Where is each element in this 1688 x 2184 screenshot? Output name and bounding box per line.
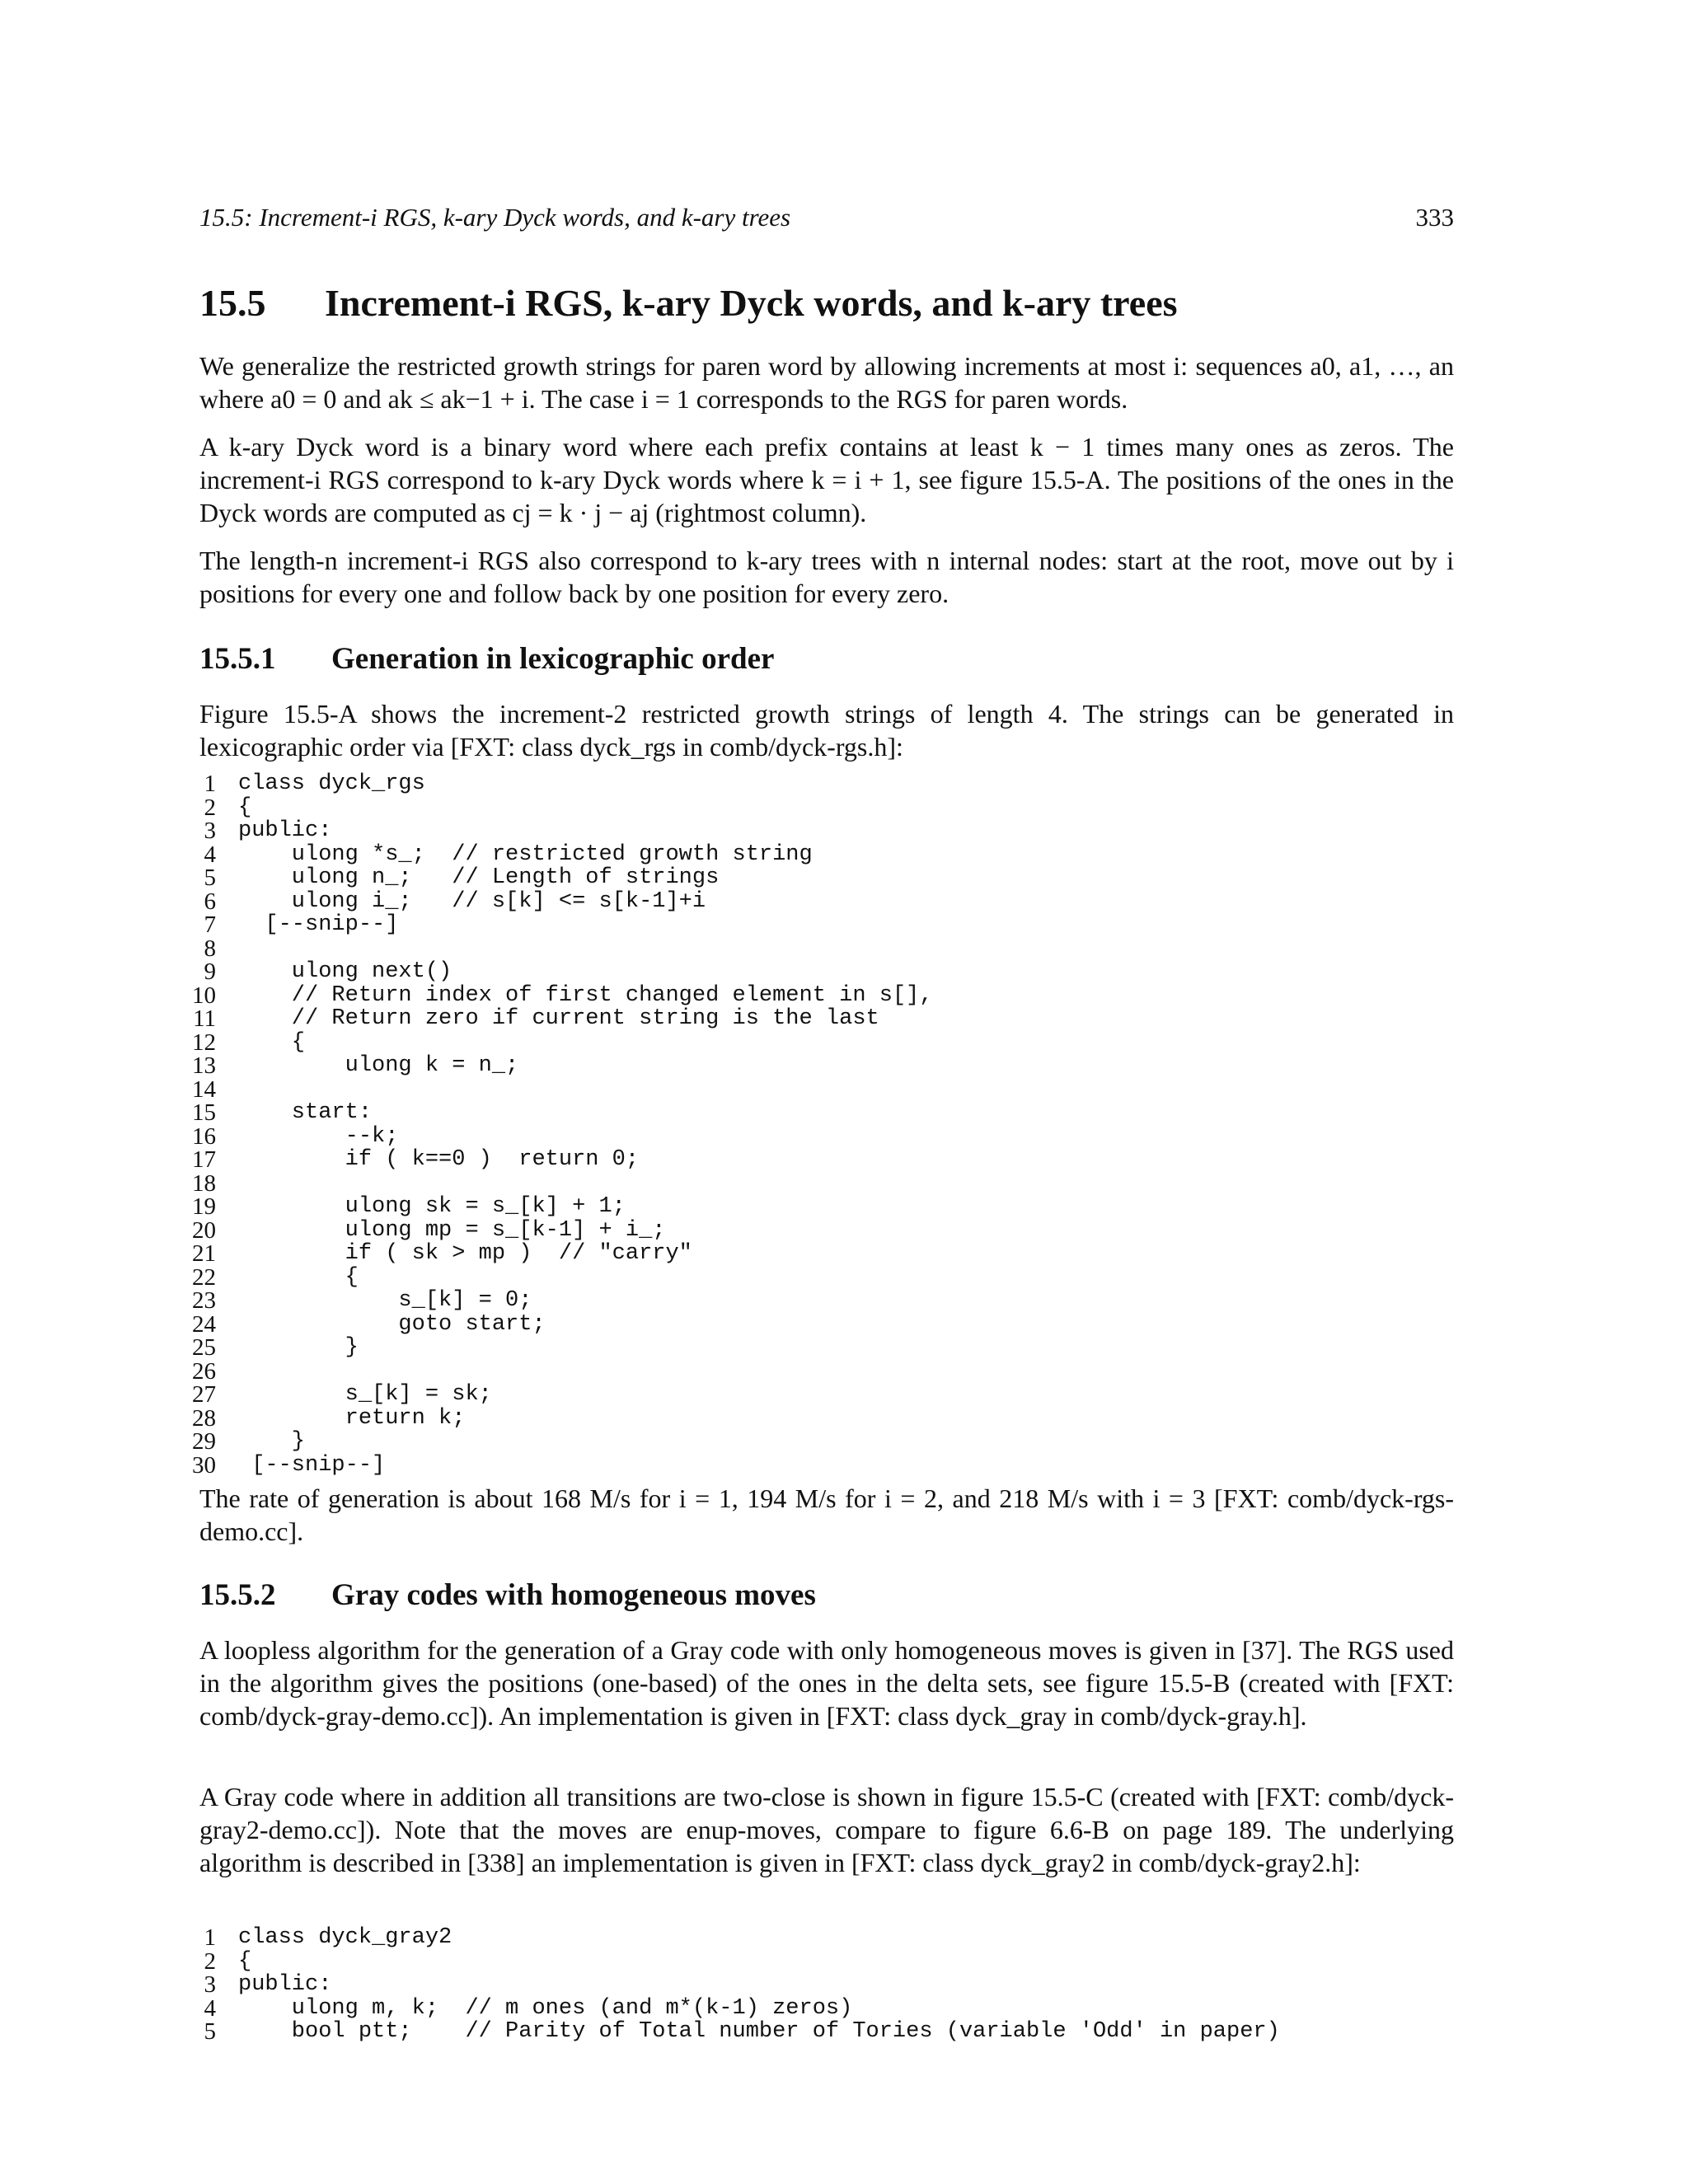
code-text: // Return index of first changed element in s[],: [238, 982, 933, 1008]
section-heading: [199, 281, 1178, 325]
paragraph-rate: The rate of generation is about 168 M/s for i = 1, 194 M/s for i = 2, and 218 M/s with i = 3 [FXT: comb/dyck-rgs-demo.cc].: [199, 1483, 1454, 1546]
code-text: s_[k] = sk;: [238, 1382, 492, 1407]
code-text: {: [238, 1029, 306, 1055]
line-number: 7: [204, 912, 216, 938]
code-text: goto start;: [238, 1311, 546, 1337]
code-text: {: [238, 1264, 359, 1290]
code-text: return k;: [238, 1405, 466, 1431]
subsection-heading-2: [199, 1577, 816, 1613]
code-text: if ( k==0 ) return 0;: [238, 1147, 640, 1172]
line-number: 4: [204, 1994, 216, 2022]
code-text: [--snip--]: [238, 1452, 386, 1478]
paragraph-lex-intro: Figure 15.5-A shows the increment-2 restricted growth strings of length 4. The strings can be generated in lexicographic order via [FXT: class dyck_rgs in comb/dyck-rgs.h]:: [199, 699, 1454, 762]
line-number: 21: [192, 1240, 216, 1267]
code-text: public:: [238, 1972, 332, 1997]
code-text: ulong sk = s_[k] + 1;: [238, 1194, 626, 1219]
line-number: 10: [192, 982, 216, 1009]
code-text: bool ptt; // Parity of Total number of Tories (variable 'Odd' in paper): [238, 2019, 1280, 2044]
code-text: // Return zero if current string is the last: [238, 1006, 879, 1031]
line-number: 13: [192, 1052, 216, 1079]
code-text: {: [238, 794, 252, 820]
line-number: 28: [192, 1404, 216, 1432]
subsection-title-1: Generation in lexicographic order: [331, 642, 775, 676]
line-number: 9: [204, 958, 216, 985]
code-text: ulong *s_; // restricted growth string: [238, 841, 813, 867]
code-text: ulong k = n_;: [238, 1053, 519, 1078]
line-number: 18: [192, 1169, 216, 1197]
line-number: 2: [204, 794, 216, 821]
line-number: 30: [192, 1451, 216, 1479]
section-number: 15.5: [199, 282, 266, 324]
code-text: --k;: [238, 1123, 399, 1149]
paragraph-dyck-word: A k-ary Dyck word is a binary word where each prefix contains at least k − 1 times many ones as zeros. The increment-i RGS correspond to k-ary Dyck words where k = i + 1, see figure 15.5-A. The positions of the ones in the Dyck words are computed as cj = k · j − aj (rightmost column).: [199, 432, 1454, 527]
line-number: 22: [192, 1263, 216, 1291]
line-number: 3: [204, 818, 216, 844]
code-text: start:: [238, 1100, 373, 1125]
line-number: 27: [192, 1381, 216, 1408]
line-number: 2: [204, 1947, 216, 1975]
code-text: ulong m, k; // m ones (and m*(k-1) zeros): [238, 1995, 853, 2021]
paragraph-kary-trees: The length-n increment-i RGS also correspond to k-ary trees with n internal nodes: start at the root, move out by i positions for every one and follow back by one position for every zero.: [199, 546, 1454, 608]
code-text: }: [238, 1429, 306, 1454]
subsection-heading-1: [199, 641, 774, 677]
code-text: s_[k] = 0;: [238, 1288, 532, 1313]
code-text: ulong i_; // s[k] <= s[k-1]+i: [238, 888, 706, 914]
running-head: [199, 203, 1454, 236]
paragraph-two-close: A Gray code where in addition all transitions are two-close is shown in figure 15.5-C (created with [FXT: comb/dyck-gray2-demo.cc]). Note that the moves are enup-moves, compare to figure 6.6-B on page 189. The underlying algorithm is described in [338] an implementation is given in [FXT: class dyck_gray2 in comb/dyck-gray2.h]:: [199, 1782, 1454, 1877]
line-number: 11: [193, 1005, 216, 1032]
code-text: class dyck_rgs: [238, 771, 425, 796]
code-text: {: [238, 1948, 252, 1974]
code-text: ulong next(): [238, 959, 452, 984]
line-number: 25: [192, 1334, 216, 1361]
subsection-title-2: Gray codes with homogeneous moves: [331, 1578, 816, 1612]
line-number: 6: [204, 888, 216, 915]
page-number: 333: [1415, 203, 1454, 232]
line-number: 5: [204, 2018, 216, 2045]
line-number: 5: [204, 865, 216, 891]
line-number: 24: [192, 1310, 216, 1338]
code-text: }: [238, 1335, 359, 1360]
line-number: 20: [192, 1216, 216, 1244]
line-number: 15: [192, 1099, 216, 1126]
line-number: 16: [192, 1122, 216, 1150]
line-number: 4: [204, 841, 216, 868]
code-text: public:: [238, 818, 332, 843]
code-text: if ( sk > mp ) // "carry": [238, 1241, 692, 1266]
line-number: 14: [192, 1076, 216, 1103]
line-number: 26: [192, 1357, 216, 1385]
line-number: 8: [204, 935, 216, 962]
running-head-title: 15.5: Increment-i RGS, k-ary Dyck words, and k-ary trees: [199, 203, 791, 232]
code-text: class dyck_gray2: [238, 1925, 452, 1950]
line-number: 12: [192, 1029, 216, 1056]
line-number: 19: [192, 1193, 216, 1220]
subsection-number-2: 15.5.2: [199, 1578, 276, 1612]
paragraph-loopless: A loopless algorithm for the generation of a Gray code with only homogeneous moves is given in [37]. The RGS used in the algorithm gives the positions (one-based) of the ones in the delta sets, see figure 15.5-B (created with [FXT: comb/dyck-gray-demo.cc]). An implementation is given in [FXT: class dyck_gray in comb/dyck-gray.h].: [199, 1635, 1454, 1731]
line-number: 29: [192, 1428, 216, 1455]
line-number: 3: [204, 1971, 216, 1998]
line-number: 1: [204, 1924, 216, 1951]
section-title: Increment-i RGS, k-ary Dyck words, and k-ary trees: [325, 282, 1178, 324]
subsection-number-1: 15.5.1: [199, 642, 276, 676]
paragraph-intro: We generalize the restricted growth strings for paren word by allowing increments at most i: sequences a0, a1, …, an where a0 = 0 and ak ≤ ak−1 + i. The case i = 1 corresponds to the RGS for paren words.: [199, 351, 1454, 414]
line-number: 1: [204, 771, 216, 797]
code-text: ulong n_; // Length of strings: [238, 865, 720, 890]
code-text: [--snip--]: [238, 912, 399, 937]
line-number: 17: [192, 1146, 216, 1173]
code-text: ulong mp = s_[k-1] + i_;: [238, 1217, 666, 1243]
line-number: 23: [192, 1287, 216, 1314]
